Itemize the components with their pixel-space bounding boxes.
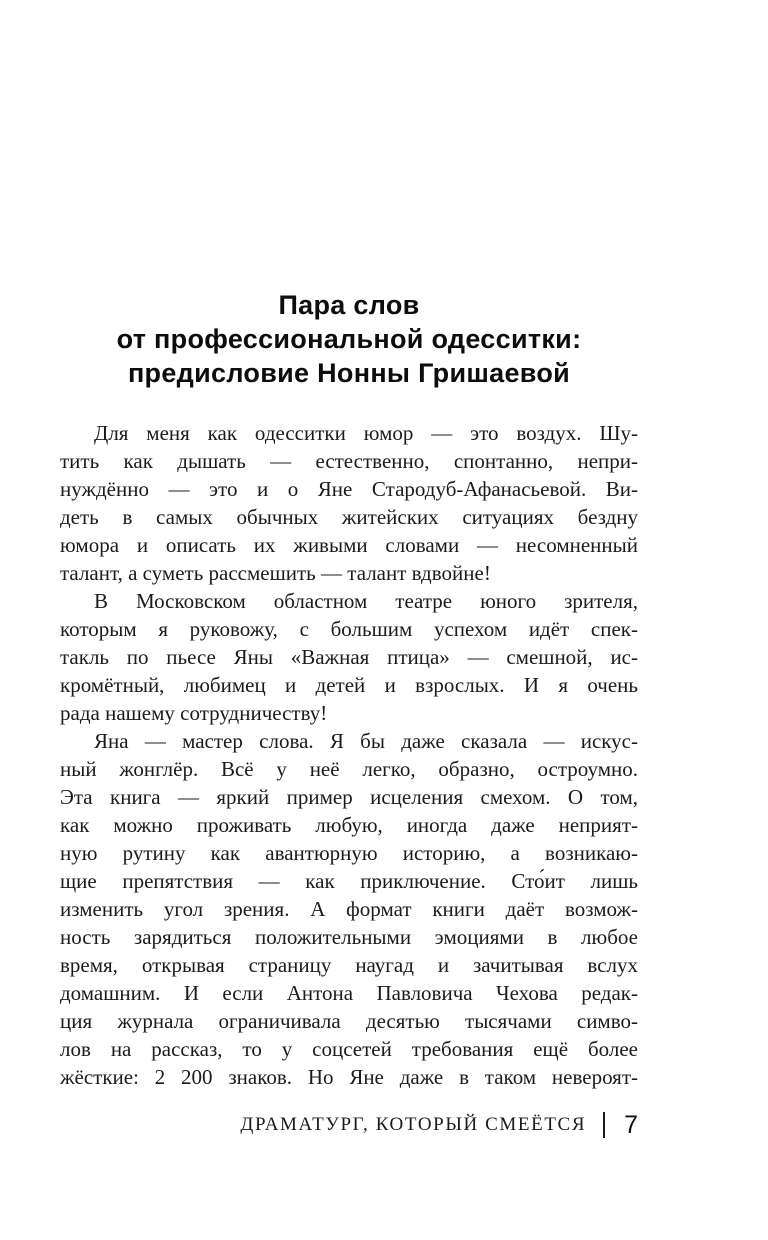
chapter-title-line: предисловие Нонны Гришаевой [127,358,571,388]
text-line: ную рутину как авантюрную историю, а возникаю- [60,841,638,865]
paragraph [60,727,638,1091]
body-text [60,419,638,1091]
paragraph [60,419,638,587]
chapter-title-line: от профессиональной одесситки: [116,324,582,354]
text-line: тить как дышать — естественно, спонтанно, непри- [60,449,638,473]
text-column [60,288,638,1091]
text-line: такль по пьесе Яны «Важная птица» — смешной, ис- [60,645,638,669]
text-line: жёсткие: 2 200 знаков. Но Яне даже в таком невероят- [60,1065,638,1089]
text-line: юмора и описать их живыми словами — несомненный [60,533,638,557]
text-line: ция журнала ограничивала десятью тысячами симво- [60,1009,638,1033]
text-line: ный жонглёр. Всё у неё легко, образно, остроумно. [60,757,638,781]
text-line: деть в самых обычных житейских ситуациях бездну [60,505,638,529]
text-line: нуждённо — это и о Яне Стародуб-Афанасьевой. Ви- [60,477,638,501]
chapter-title [60,288,638,390]
chapter-title-line: Пара слов [278,290,420,320]
running-title: ДРАМАТУРГ, КОТОРЫЙ СМЕЁТСЯ [240,1114,587,1135]
text-line: щие препятствия — как приключение. Сто́ит лишь [60,869,638,893]
paragraph [60,587,638,727]
text-line: рада нашему сотрудничеству! [60,701,328,725]
text-line: изменить угол зрения. А формат книги даёт возмож- [60,897,638,921]
text-line: кромётный, любимец и детей и взрослых. И я очень [60,673,638,697]
text-line: лов на рассказ, то у соцсетей требования ещё более [60,1037,638,1061]
text-line: ность зарядиться положительными эмоциями в любое [60,925,638,949]
text-line: которым я руковожу, с большим успехом идёт спек- [60,617,638,641]
text-line: талант, а суметь рассмешить — талант вдвойне! [60,561,491,585]
text-line: Для меня как одесситки юмор — это воздух. Шу- [94,421,638,445]
text-line: время, открывая страницу наугад и зачитывая вслух [60,953,638,977]
footer-separator-bar [603,1112,605,1138]
text-line: Яна — мастер слова. Я бы даже сказала — искус- [94,729,638,753]
text-line: как можно проживать любую, иногда даже неприят- [60,813,638,837]
text-line: Эта книга — яркий пример исцеления смехом. О том, [60,785,638,809]
text-line: домашним. И если Антона Павловича Чехова редак- [60,981,638,1005]
text-line: В Московском областном театре юного зрителя, [94,589,638,613]
page-number: 7 [624,1110,638,1139]
page-footer [240,1109,638,1141]
